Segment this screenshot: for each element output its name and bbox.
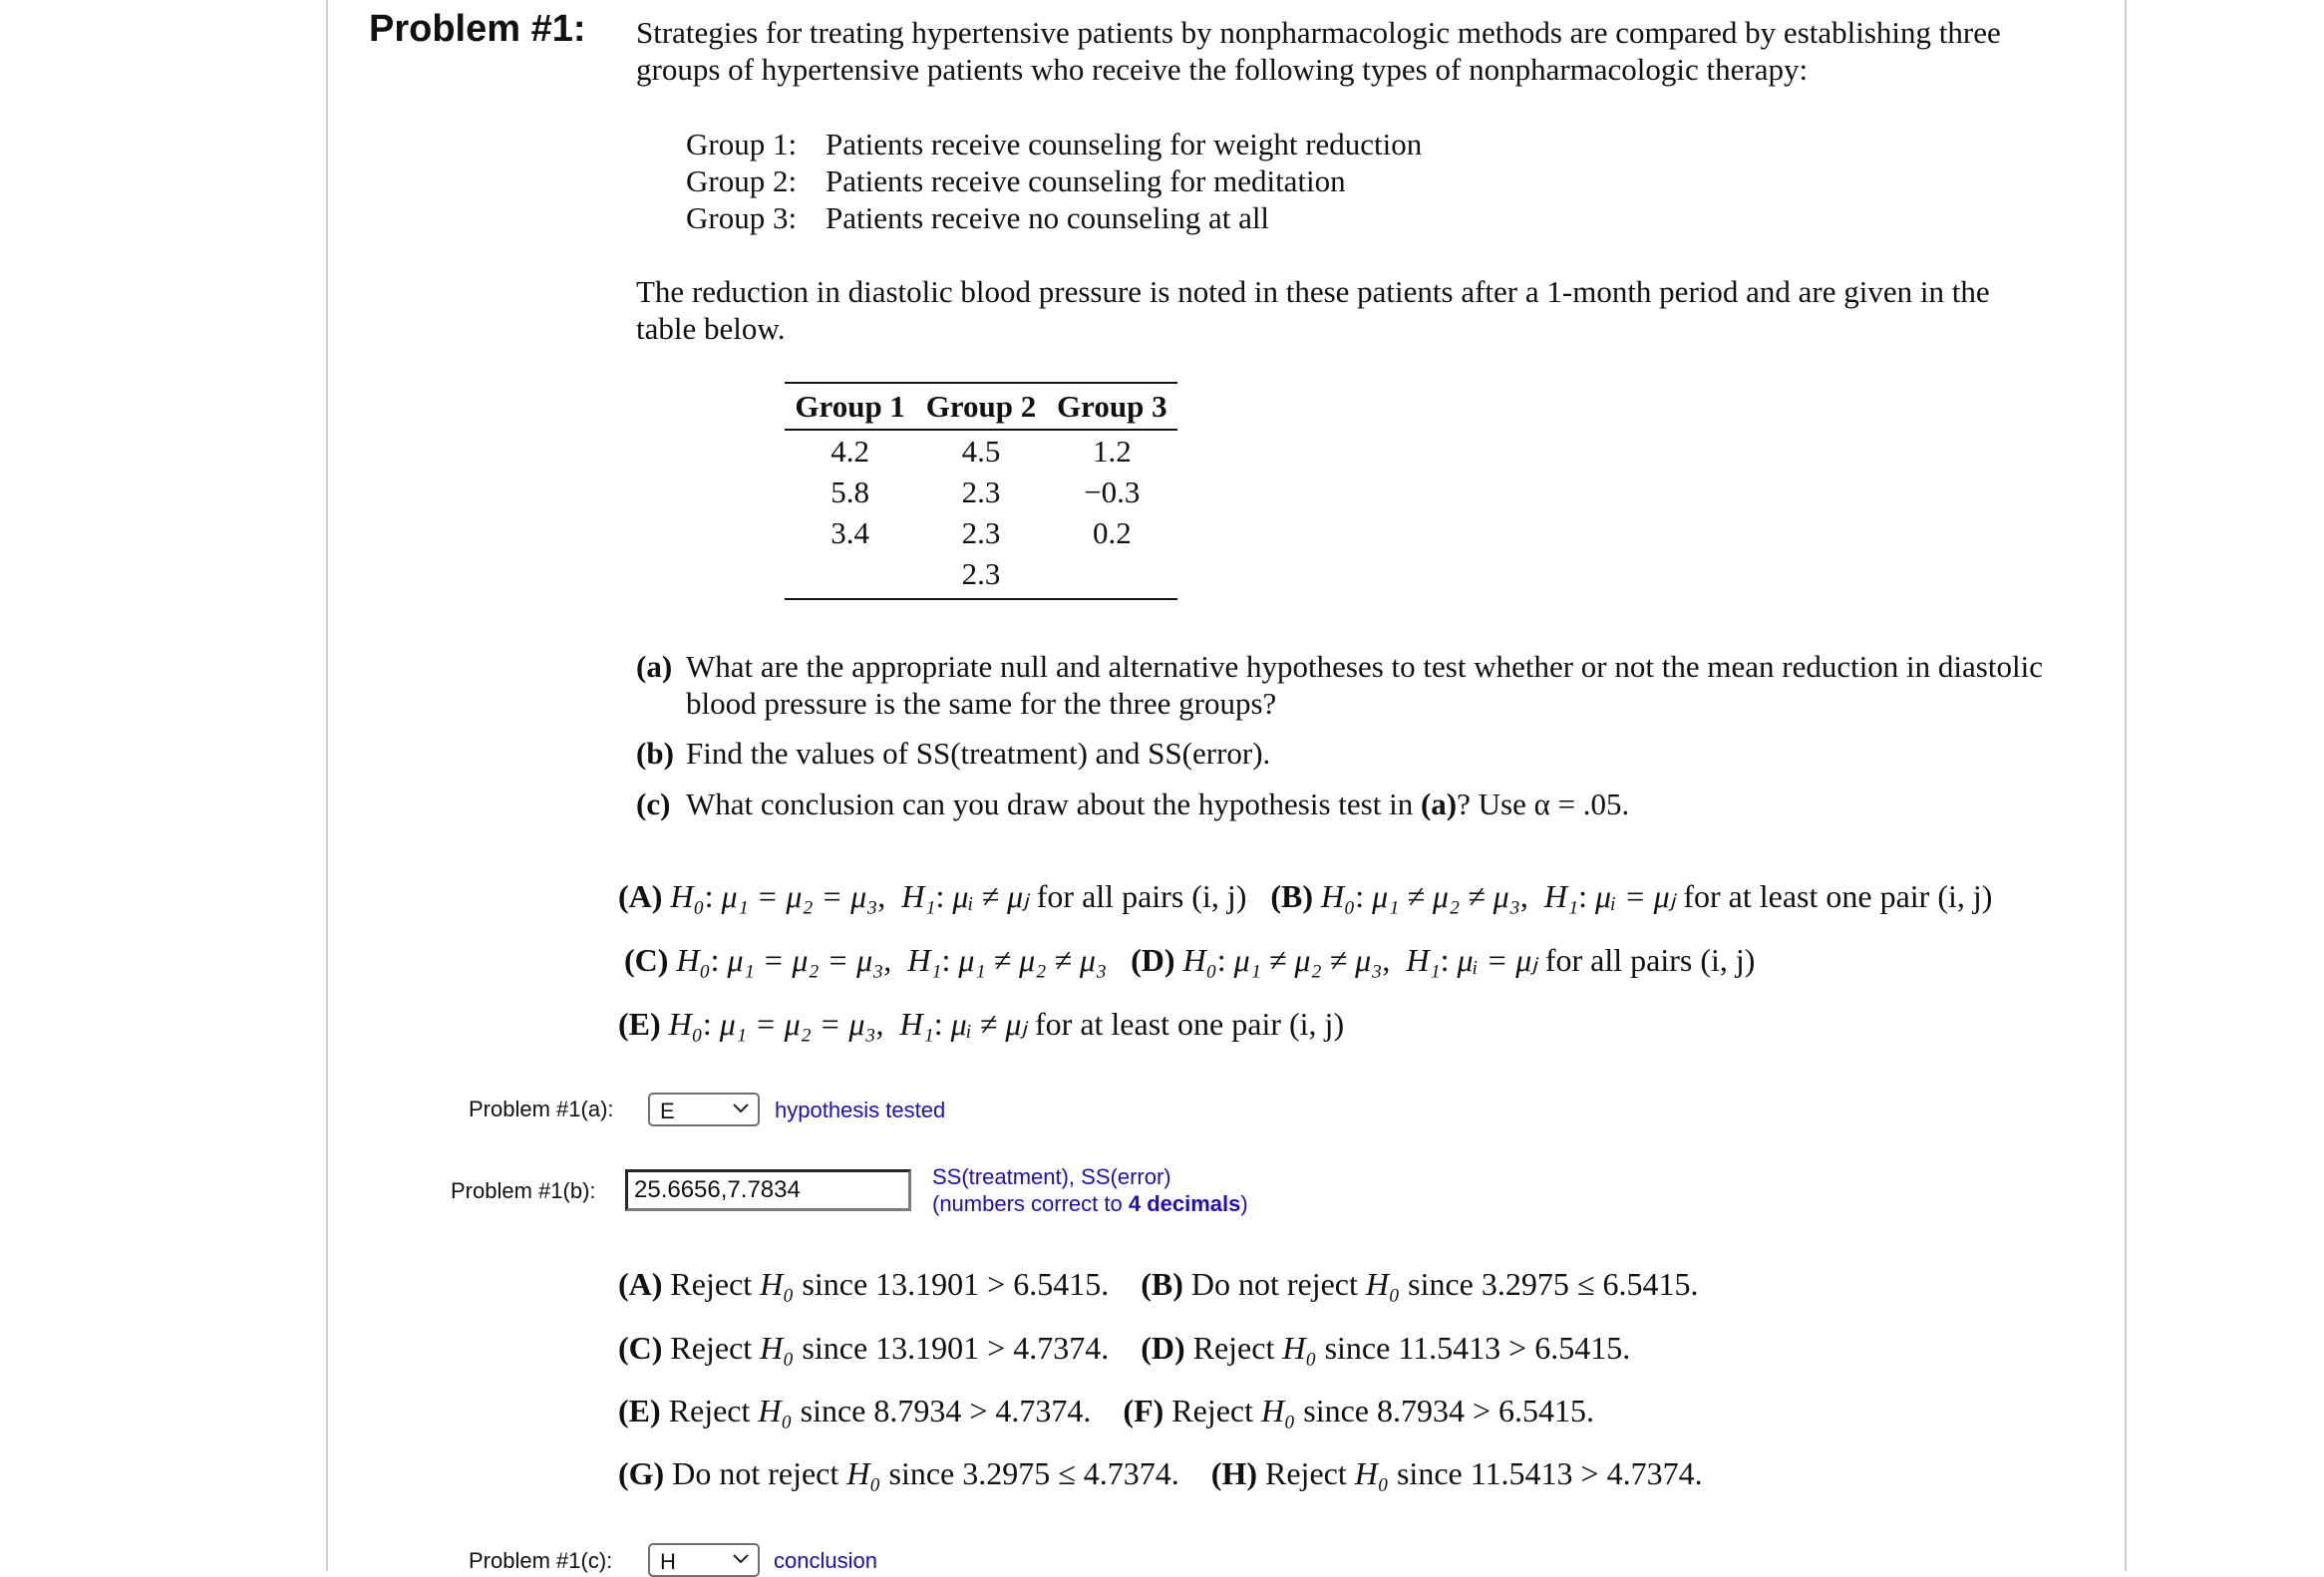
conclusion-option-e: (E) Reject H₀ since 8.7934 > 4.7374. (618, 1393, 1092, 1428)
table-row (785, 430, 1177, 472)
ss-values-input-value: 25.6656,7.7834 (634, 1176, 801, 1203)
conclusion-option-g: (G) Do not reject H₀ since 3.2975 ≤ 4.7374. (618, 1455, 1179, 1491)
conclusion-option-h: (H) Reject H₀ since 11.5413 > 4.7374. (1210, 1455, 1703, 1491)
conclusion-hint: conclusion (774, 1548, 877, 1573)
table-row (785, 512, 1177, 553)
group-item: Group 1: Patients receive counseling for weight reduction (686, 127, 1423, 161)
hypothesis-option-line-3 (618, 1005, 1344, 1043)
hypothesis-option-line-1 (618, 877, 1992, 915)
data-table (785, 382, 1177, 600)
conclusion-option-line-2 (618, 1330, 1630, 1367)
table-cell: 2.3 (961, 514, 1001, 550)
table-intro-line-2: table below. (636, 311, 786, 346)
conclusion-option-b: (B) Do not reject H₀ since 3.2975 ≤ 6.5415. (1141, 1266, 1699, 1302)
conclusion-option-line-4 (618, 1455, 1703, 1492)
hypothesis-select-value: E (660, 1099, 675, 1123)
table-intro-paragraph (636, 273, 2102, 347)
answer-c-label: Problem #1(c): (469, 1548, 613, 1573)
ss-values-input[interactable] (625, 1169, 911, 1211)
table-cell (785, 553, 915, 599)
table-cell: 2.3 (961, 473, 1001, 509)
table-header: Group 2 (925, 388, 1037, 424)
hypothesis-option-b: (B) H₀: μ₁ ≠ μ₂ ≠ μ₃, H₁: μᵢ = μⱼ for at least one pair (i, j) (1270, 878, 1993, 914)
conclusion-option-f: (F) Reject H₀ since 8.7934 > 6.5415. (1123, 1393, 1595, 1428)
hypothesis-option-e: (E) H₀: μ₁ = μ₂ = μ₃, H₁: μᵢ ≠ μⱼ for at least one pair (i, j) (618, 1006, 1345, 1042)
table-header: Group 3 (1057, 388, 1167, 424)
conclusion-option-line-3 (618, 1393, 1594, 1429)
table-intro-line-1: The reduction in diastolic blood pressure is noted in these patients after a 1-month period and are given in the (636, 274, 1990, 309)
question-c: (c) What conclusion can you draw about the hypothesis test in (a)? Use α = .05. (636, 787, 1630, 821)
table-header-row (785, 383, 1177, 430)
conclusion-select[interactable] (648, 1543, 760, 1577)
hypothesis-select[interactable] (648, 1093, 760, 1126)
table-cell: 3.4 (830, 514, 870, 550)
intro-paragraph (636, 14, 2102, 88)
group-item: Group 2: Patients receive counseling for meditation (686, 163, 1346, 198)
table-cell: 0.2 (1092, 514, 1132, 550)
table-cell: 1.2 (1092, 433, 1132, 469)
group-item: Group 3: Patients receive no counseling at all (686, 200, 1270, 235)
conclusion-option-d: (D) Reject H₀ since 11.5413 > 6.5415. (1141, 1330, 1631, 1366)
question-a: (a) What are the appropriate null and alternative hypotheses to test whether or not the mean reduction in diastolic blood pressure is the same for the three groups? (636, 649, 2043, 721)
hypothesis-option-a: (A) H₀: μ₁ = μ₂ = μ₃, H₁: μᵢ ≠ μⱼ for all pairs (i, j) (618, 878, 1247, 914)
table-header: Group 1 (795, 388, 905, 424)
chevron-down-icon (732, 1103, 750, 1114)
conclusion-option-a: (A) Reject H₀ since 13.1901 > 6.5415. (618, 1266, 1110, 1302)
hypothesis-hint: hypothesis tested (775, 1098, 946, 1122)
hypothesis-option-line-2 (624, 941, 1755, 979)
table-row (785, 472, 1177, 512)
conclusion-option-line-1 (618, 1266, 1698, 1303)
table-cell: 4.5 (961, 433, 1001, 469)
table-row (785, 553, 1177, 599)
intro-line-2: groups of hypertensive patients who receive the following types of nonpharmacologic therapy: (636, 52, 1809, 87)
intro-line-1: Strategies for treating hypertensive patients by nonpharmacologic methods are compared by establishing three (636, 15, 2001, 50)
answer-a-label: Problem #1(a): (469, 1097, 614, 1121)
question-b: (b) Find the values of SS(treatment) and SS(error). (636, 736, 1271, 771)
problem-title: Problem #1: (369, 8, 586, 50)
ss-values-hint: SS(treatment), SS(error) (numbers correct to 4 decimals) (932, 1164, 1248, 1216)
table-cell: 2.3 (915, 553, 1046, 599)
conclusion-select-value: H (660, 1549, 676, 1574)
conclusion-option-c: (C) Reject H₀ since 13.1901 > 4.7374. (618, 1330, 1110, 1366)
chevron-down-icon (732, 1553, 750, 1565)
table-cell: 4.2 (830, 433, 870, 469)
table-cell (1047, 553, 1177, 599)
table-cell: −0.3 (1084, 473, 1141, 509)
hypothesis-option-c: (C) H₀: μ₁ = μ₂ = μ₃, H₁: μ₁ ≠ μ₂ ≠ μ₃ (624, 942, 1108, 978)
table-cell: 5.8 (830, 473, 870, 509)
hypothesis-option-d: (D) H₀: μ₁ ≠ μ₂ ≠ μ₃, H₁: μᵢ = μⱼ for all pairs (i, j) (1131, 942, 1756, 978)
group-list (686, 126, 1422, 236)
answer-b-label: Problem #1(b): (451, 1178, 596, 1203)
